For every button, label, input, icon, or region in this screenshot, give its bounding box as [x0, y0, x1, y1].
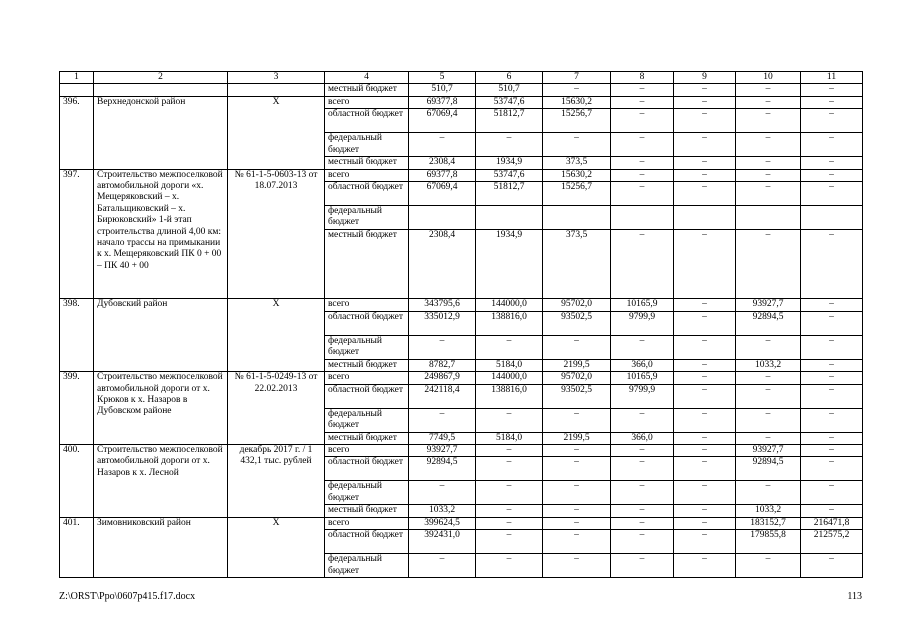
budget-type: областной бюджет [325, 457, 409, 481]
budget-type: местный бюджет [325, 359, 409, 371]
reference-info: декабрь 2017 г. / 1 432,1 тыс. рублей [228, 445, 325, 518]
value-cell: 399624,5 [409, 517, 476, 529]
value-cell: – [674, 481, 736, 505]
value-cell: 366,0 [611, 359, 674, 371]
budget-type: всего [325, 445, 409, 457]
row-number: 397. [60, 169, 94, 299]
value-cell: – [674, 457, 736, 481]
value-cell: 5184,0 [476, 432, 543, 444]
column-number: 6 [476, 72, 543, 84]
value-cell: 51812,7 [476, 182, 543, 206]
value-cell: – [736, 169, 801, 181]
value-cell: 92894,5 [409, 457, 476, 481]
budget-type: местный бюджет [325, 84, 409, 96]
column-number: 8 [611, 72, 674, 84]
value-cell: – [736, 133, 801, 157]
row-number [60, 84, 94, 96]
value-cell: 53747,6 [476, 96, 543, 108]
value-cell: – [801, 230, 863, 299]
value-cell: 69377,8 [409, 169, 476, 181]
value-cell: 2199,5 [543, 359, 611, 371]
value-cell: 5184,0 [476, 359, 543, 371]
value-cell: – [801, 335, 863, 359]
value-cell: 1934,9 [476, 157, 543, 169]
value-cell: 510,7 [476, 84, 543, 96]
value-cell: – [611, 109, 674, 133]
budget-type: местный бюджет [325, 157, 409, 169]
value-cell: 2308,4 [409, 230, 476, 299]
value-cell: – [801, 408, 863, 432]
table-row [60, 96, 863, 108]
budget-type: всего [325, 96, 409, 108]
row-number: 396. [60, 96, 94, 169]
object-name: Строительство межпоселковой автомобильной дороги «х. Мещеряковский – х. Батальщиковский – х. Бирюковский» 1-й этап строительства длиной 4,00 км: начало трассы на примыкании к х. Мещеряковский ПК 0 + 00 – ПК 40 + 00 [94, 169, 228, 299]
value-cell [476, 206, 543, 230]
table-row [60, 84, 863, 96]
value-cell: – [611, 157, 674, 169]
value-cell: 179855,8 [736, 530, 801, 554]
file-path: Z:\ORST\Ppo\0607p415.f17.docx [59, 591, 196, 602]
object-name [94, 84, 228, 96]
value-cell: – [674, 384, 736, 408]
value-cell: 2308,4 [409, 157, 476, 169]
value-cell: – [674, 109, 736, 133]
value-cell: – [674, 432, 736, 444]
value-cell: – [543, 530, 611, 554]
value-cell: – [611, 96, 674, 108]
budget-type: всего [325, 299, 409, 311]
column-number: 9 [674, 72, 736, 84]
value-cell: – [736, 481, 801, 505]
budget-type: федеральный бюджет [325, 481, 409, 505]
value-cell: – [801, 384, 863, 408]
budget-table [59, 71, 863, 578]
value-cell: 392431,0 [409, 530, 476, 554]
table-row [60, 169, 863, 181]
budget-type: всего [325, 517, 409, 529]
value-cell: 335012,9 [409, 311, 476, 335]
row-number: 400. [60, 445, 94, 518]
value-cell: – [476, 335, 543, 359]
budget-type: областной бюджет [325, 182, 409, 206]
value-cell: 1934,9 [476, 230, 543, 299]
value-cell: – [674, 359, 736, 371]
value-cell: – [674, 84, 736, 96]
value-cell: – [611, 481, 674, 505]
value-cell: – [674, 335, 736, 359]
value-cell: 92894,5 [736, 311, 801, 335]
value-cell: – [611, 517, 674, 529]
value-cell: 212575,2 [801, 530, 863, 554]
value-cell: – [736, 182, 801, 206]
value-cell: – [543, 84, 611, 96]
column-number: 4 [325, 72, 409, 84]
value-cell: – [409, 554, 476, 578]
value-cell: – [674, 182, 736, 206]
value-cell: – [476, 481, 543, 505]
value-cell: – [476, 530, 543, 554]
value-cell: – [476, 457, 543, 481]
value-cell: – [674, 530, 736, 554]
budget-type: федеральный бюджет [325, 408, 409, 432]
value-cell: 53747,6 [476, 169, 543, 181]
value-cell: 9799,9 [611, 384, 674, 408]
value-cell: 10165,9 [611, 372, 674, 384]
budget-type: федеральный бюджет [325, 206, 409, 230]
value-cell: – [476, 554, 543, 578]
value-cell: – [543, 505, 611, 517]
value-cell: – [736, 84, 801, 96]
column-number: 11 [801, 72, 863, 84]
value-cell: – [801, 96, 863, 108]
value-cell: – [611, 84, 674, 96]
value-cell: – [801, 505, 863, 517]
value-cell: – [736, 230, 801, 299]
value-cell: – [611, 182, 674, 206]
value-cell: – [801, 445, 863, 457]
budget-type: местный бюджет [325, 505, 409, 517]
table-row [60, 517, 863, 529]
value-cell: – [736, 372, 801, 384]
reference-info: Х [228, 517, 325, 577]
budget-type: областной бюджет [325, 384, 409, 408]
column-number: 2 [94, 72, 228, 84]
table-row [60, 372, 863, 384]
page-number: 113 [847, 591, 862, 602]
budget-type: всего [325, 372, 409, 384]
value-cell [801, 206, 863, 230]
value-cell: 10165,9 [611, 299, 674, 311]
row-number: 398. [60, 299, 94, 372]
value-cell: 69377,8 [409, 96, 476, 108]
value-cell: – [736, 96, 801, 108]
column-number: 7 [543, 72, 611, 84]
value-cell: – [736, 335, 801, 359]
object-name: Строительство межпоселковой автомобильной дороги от х. Назаров к х. Лесной [94, 445, 228, 518]
value-cell: 7749,5 [409, 432, 476, 444]
value-cell: 67069,4 [409, 182, 476, 206]
value-cell: 93927,7 [736, 299, 801, 311]
value-cell: – [801, 182, 863, 206]
value-cell: – [611, 445, 674, 457]
reference-info: Х [228, 96, 325, 169]
object-name: Дубовский район [94, 299, 228, 372]
budget-type: федеральный бюджет [325, 554, 409, 578]
value-cell: – [801, 311, 863, 335]
value-cell: – [409, 335, 476, 359]
value-cell: – [801, 372, 863, 384]
table-body [60, 72, 863, 578]
value-cell: – [674, 372, 736, 384]
value-cell: 144000,0 [476, 372, 543, 384]
value-cell: – [801, 299, 863, 311]
column-number-row [60, 72, 863, 84]
value-cell: – [611, 530, 674, 554]
reference-info: Х [228, 299, 325, 372]
value-cell: 1033,2 [736, 505, 801, 517]
value-cell [611, 206, 674, 230]
value-cell: – [543, 133, 611, 157]
value-cell: – [674, 299, 736, 311]
value-cell: 8782,7 [409, 359, 476, 371]
value-cell: – [674, 554, 736, 578]
value-cell: 93927,7 [409, 445, 476, 457]
value-cell: 343795,6 [409, 299, 476, 311]
value-cell: 67069,4 [409, 109, 476, 133]
value-cell: – [543, 408, 611, 432]
value-cell: 15256,7 [543, 109, 611, 133]
value-cell: – [801, 84, 863, 96]
value-cell [409, 206, 476, 230]
value-cell: – [611, 408, 674, 432]
value-cell: – [611, 505, 674, 517]
value-cell: – [801, 157, 863, 169]
value-cell: – [736, 554, 801, 578]
value-cell: – [674, 133, 736, 157]
value-cell: 93502,5 [543, 384, 611, 408]
budget-type: областной бюджет [325, 109, 409, 133]
value-cell: 510,7 [409, 84, 476, 96]
value-cell: – [611, 133, 674, 157]
value-cell: 1033,2 [736, 359, 801, 371]
value-cell: – [801, 554, 863, 578]
budget-type: областной бюджет [325, 530, 409, 554]
value-cell: – [543, 457, 611, 481]
value-cell: 92894,5 [736, 457, 801, 481]
budget-type: федеральный бюджет [325, 335, 409, 359]
value-cell: – [476, 517, 543, 529]
value-cell: 183152,7 [736, 517, 801, 529]
value-cell [543, 206, 611, 230]
value-cell: – [674, 517, 736, 529]
value-cell [736, 206, 801, 230]
object-name: Зимовниковский район [94, 517, 228, 577]
column-number: 5 [409, 72, 476, 84]
reference-info [228, 84, 325, 96]
value-cell: – [801, 133, 863, 157]
value-cell: – [476, 133, 543, 157]
value-cell: 138816,0 [476, 384, 543, 408]
value-cell: 9799,9 [611, 311, 674, 335]
budget-type: всего [325, 169, 409, 181]
value-cell: – [736, 384, 801, 408]
value-cell: 366,0 [611, 432, 674, 444]
value-cell: – [476, 505, 543, 517]
value-cell: – [674, 445, 736, 457]
value-cell: – [674, 169, 736, 181]
value-cell: – [476, 408, 543, 432]
value-cell: 138816,0 [476, 311, 543, 335]
object-name: Строительство межпоселковой автомобильной дороги от х. Крюков к х. Назаров в Дубовском районе [94, 372, 228, 445]
value-cell: 15630,2 [543, 169, 611, 181]
reference-info: № 61-1-5-0249-13 от 22.02.2013 [228, 372, 325, 445]
value-cell: 95702,0 [543, 299, 611, 311]
value-cell: 15630,2 [543, 96, 611, 108]
value-cell: – [801, 109, 863, 133]
value-cell: – [543, 335, 611, 359]
budget-type: областной бюджет [325, 311, 409, 335]
value-cell: 93927,7 [736, 445, 801, 457]
value-cell: – [801, 481, 863, 505]
value-cell: 242118,4 [409, 384, 476, 408]
value-cell: – [409, 133, 476, 157]
value-cell: 1033,2 [409, 505, 476, 517]
value-cell: – [674, 311, 736, 335]
value-cell [674, 206, 736, 230]
object-name: Верхнедонской район [94, 96, 228, 169]
column-number: 3 [228, 72, 325, 84]
reference-info: № 61-1-5-0603-13 от 18.07.2013 [228, 169, 325, 299]
value-cell: – [801, 359, 863, 371]
value-cell: – [543, 517, 611, 529]
value-cell: – [611, 335, 674, 359]
value-cell: – [409, 481, 476, 505]
value-cell: – [611, 230, 674, 299]
value-cell: – [801, 457, 863, 481]
value-cell: 15256,7 [543, 182, 611, 206]
column-number: 10 [736, 72, 801, 84]
value-cell: – [611, 169, 674, 181]
column-number: 1 [60, 72, 94, 84]
value-cell: 373,5 [543, 157, 611, 169]
value-cell: – [736, 432, 801, 444]
value-cell: – [476, 445, 543, 457]
budget-type: местный бюджет [325, 230, 409, 299]
table-row [60, 445, 863, 457]
value-cell: – [801, 169, 863, 181]
value-cell: – [674, 408, 736, 432]
value-cell: 51812,7 [476, 109, 543, 133]
value-cell: 2199,5 [543, 432, 611, 444]
value-cell: – [736, 157, 801, 169]
value-cell: 144000,0 [476, 299, 543, 311]
budget-type: местный бюджет [325, 432, 409, 444]
value-cell: – [543, 445, 611, 457]
row-number: 401. [60, 517, 94, 577]
table-row [60, 299, 863, 311]
value-cell: 373,5 [543, 230, 611, 299]
value-cell: – [736, 109, 801, 133]
value-cell: – [611, 457, 674, 481]
value-cell: – [543, 481, 611, 505]
value-cell: – [674, 157, 736, 169]
value-cell: 93502,5 [543, 311, 611, 335]
value-cell: – [736, 408, 801, 432]
value-cell: – [611, 554, 674, 578]
value-cell: – [674, 505, 736, 517]
value-cell: 95702,0 [543, 372, 611, 384]
value-cell: – [674, 96, 736, 108]
value-cell: 249867,9 [409, 372, 476, 384]
value-cell: 216471,8 [801, 517, 863, 529]
value-cell: – [543, 554, 611, 578]
value-cell: – [674, 230, 736, 299]
value-cell: – [409, 408, 476, 432]
value-cell: – [801, 432, 863, 444]
budget-type: федеральный бюджет [325, 133, 409, 157]
row-number: 399. [60, 372, 94, 445]
